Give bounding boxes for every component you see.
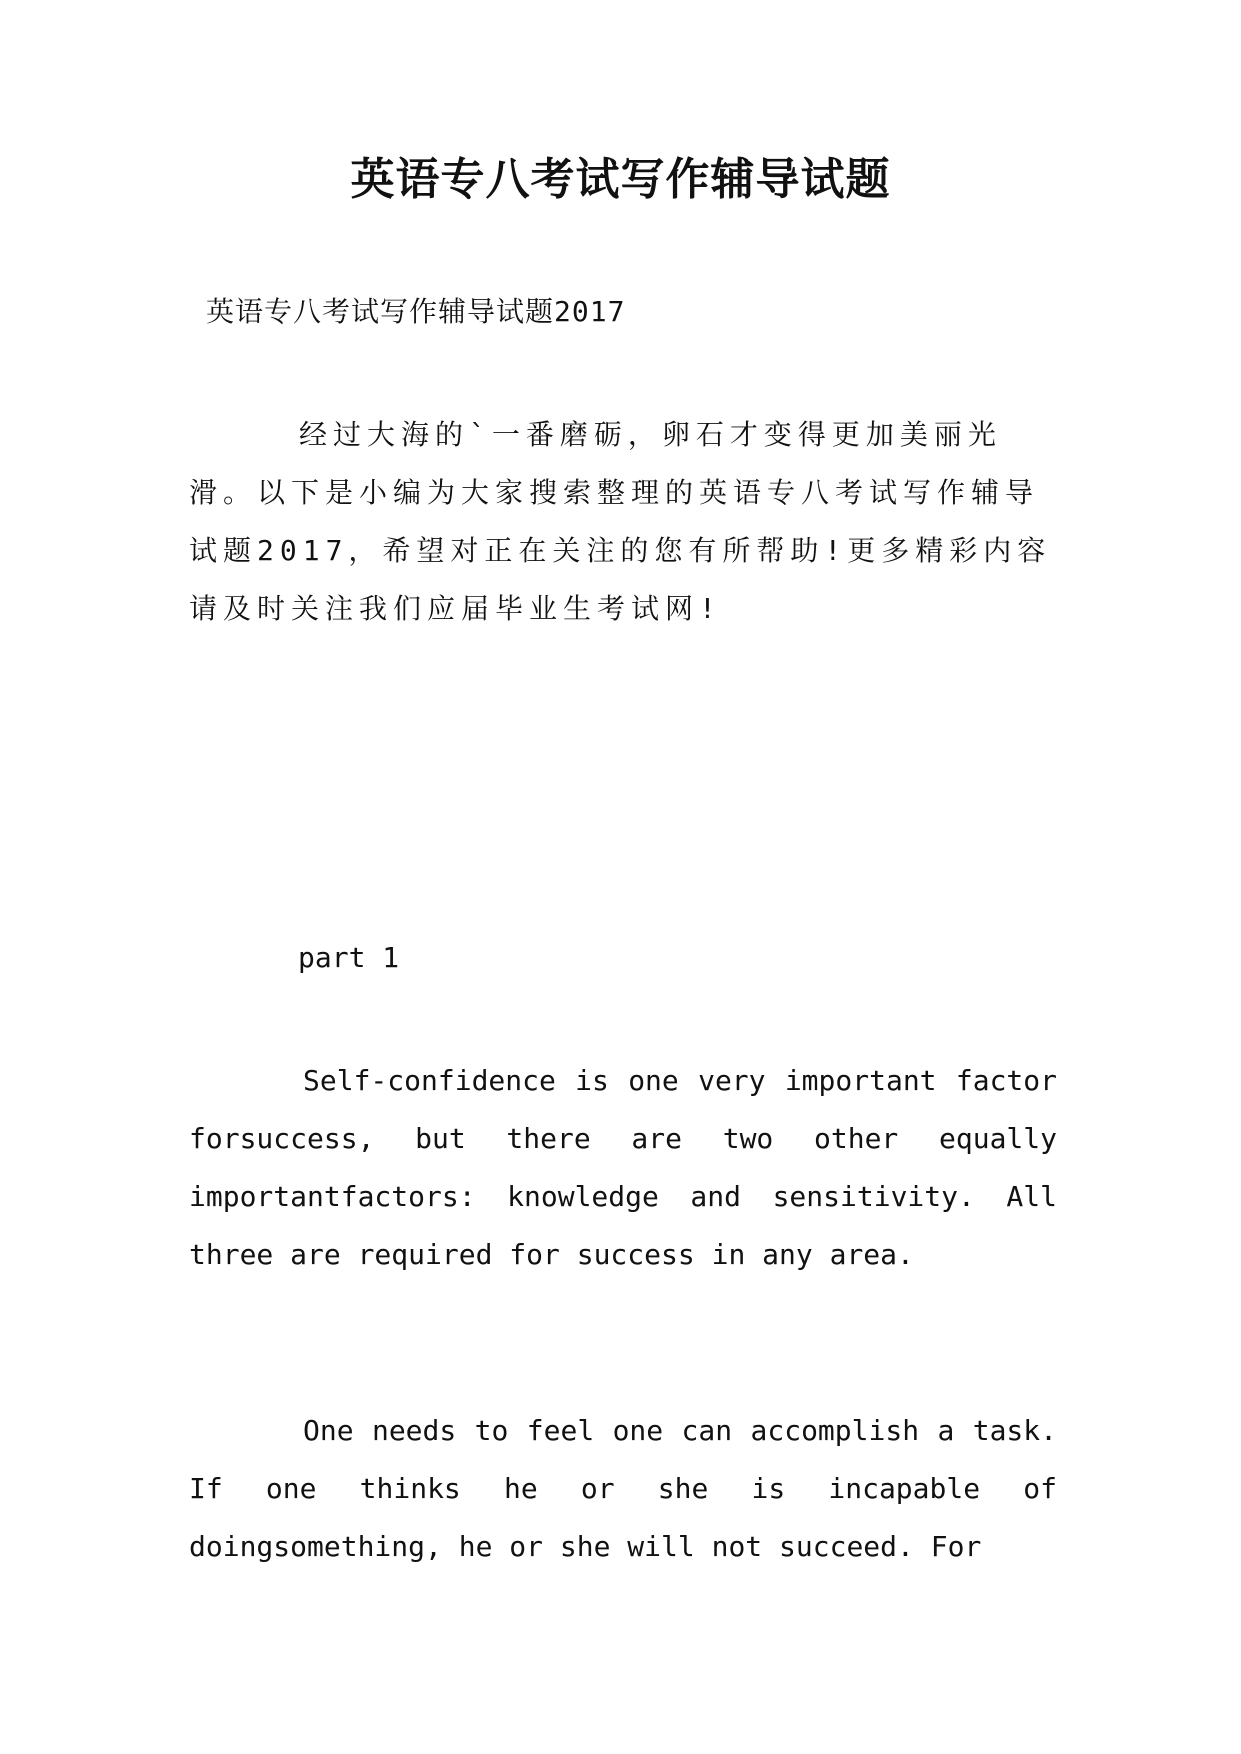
page-title: 英语专八考试写作辅导试题 bbox=[350, 154, 891, 205]
body-paragraph: Self-confidence is one very important factor forsuccess, but there are two other equally importantfactors: knowledge and sensitivity. All three are required for success in any area. bbox=[189, 1064, 1057, 1271]
document-subtitle: 英语专八考试写作辅导试题2017 bbox=[206, 295, 626, 328]
intro-paragraph: 经过大海的`一番磨砺，卵石才变得更加美丽光滑。以下是小编为大家搜索整理的英语专八考试写作辅导试题2017，希望对正在关注的您有所帮助!更多精彩内容请及时关注我们应届毕业生考试网! bbox=[189, 418, 1052, 625]
body-paragraph: One needs to feel one can accomplish a task. If one thinks he or she is incapable of doingsomething, he or she will not succeed. For bbox=[189, 1414, 1057, 1563]
part-heading: part 1 bbox=[298, 941, 400, 974]
